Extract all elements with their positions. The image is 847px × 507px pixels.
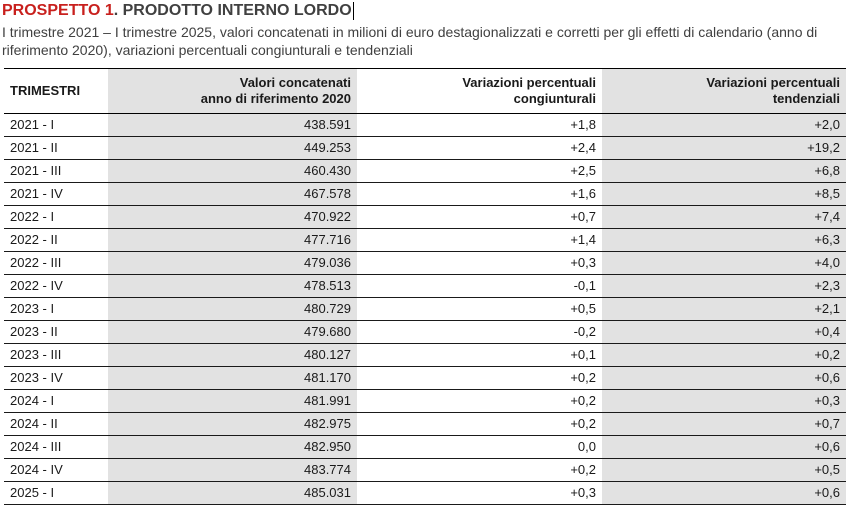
cell-period: 2022 - II bbox=[4, 229, 108, 252]
table-row bbox=[4, 459, 846, 482]
table-row bbox=[4, 413, 846, 436]
text-cursor bbox=[353, 2, 354, 20]
cell-value: 467.578 bbox=[108, 183, 357, 206]
cell-yoy: +7,4 bbox=[602, 206, 846, 229]
table-row bbox=[4, 321, 846, 344]
header-tendenziali bbox=[602, 69, 846, 114]
cell-value: 481.170 bbox=[108, 367, 357, 390]
cell-qoq: -0,1 bbox=[357, 275, 602, 298]
header-trimestri-label: TRIMESTRI bbox=[10, 83, 81, 98]
cell-qoq: +0,5 bbox=[357, 298, 602, 321]
cell-period: 2023 - II bbox=[4, 321, 108, 344]
cell-period: 2023 - III bbox=[4, 344, 108, 367]
cell-period: 2022 - III bbox=[4, 252, 108, 275]
cell-qoq: +0,3 bbox=[357, 252, 602, 275]
cell-yoy: +0,7 bbox=[602, 413, 846, 436]
cell-qoq: +1,4 bbox=[357, 229, 602, 252]
table-row bbox=[4, 137, 846, 160]
table-row bbox=[4, 344, 846, 367]
title-main: . PRODOTTO INTERNO LORDO bbox=[113, 2, 352, 19]
cell-qoq: +2,5 bbox=[357, 160, 602, 183]
cell-period: 2021 - IV bbox=[4, 183, 108, 206]
cell-qoq: +0,2 bbox=[357, 413, 602, 436]
header-congiunturali bbox=[357, 69, 602, 114]
cell-qoq: +0,3 bbox=[357, 482, 602, 505]
table-row bbox=[4, 160, 846, 183]
cell-yoy: +19,2 bbox=[602, 137, 846, 160]
cell-yoy: +6,3 bbox=[602, 229, 846, 252]
cell-value: 479.036 bbox=[108, 252, 357, 275]
cell-value: 478.513 bbox=[108, 275, 357, 298]
cell-yoy: +2,3 bbox=[602, 275, 846, 298]
title-prefix: PROSPETTO 1 bbox=[2, 2, 114, 19]
table-row bbox=[4, 114, 846, 137]
cell-yoy: +2,0 bbox=[602, 114, 846, 137]
cell-value: 438.591 bbox=[108, 114, 357, 137]
cell-yoy: +8,5 bbox=[602, 183, 846, 206]
cell-qoq: -0,2 bbox=[357, 321, 602, 344]
table-row bbox=[4, 436, 846, 459]
table-row bbox=[4, 298, 846, 321]
cell-yoy: +0,2 bbox=[602, 344, 846, 367]
cell-yoy: +4,0 bbox=[602, 252, 846, 275]
cell-period: 2023 - I bbox=[4, 298, 108, 321]
cell-yoy: +0,6 bbox=[602, 367, 846, 390]
cell-period: 2021 - II bbox=[4, 137, 108, 160]
cell-qoq: +0,2 bbox=[357, 459, 602, 482]
cell-yoy: +0,6 bbox=[602, 482, 846, 505]
header-congiunturali-line2: congiunturali bbox=[513, 91, 596, 106]
document-title bbox=[2, 1, 354, 21]
cell-qoq: +0,2 bbox=[357, 390, 602, 413]
header-valori bbox=[108, 69, 357, 114]
cell-value: 479.680 bbox=[108, 321, 357, 344]
table-row bbox=[4, 367, 846, 390]
cell-value: 477.716 bbox=[108, 229, 357, 252]
table-row bbox=[4, 206, 846, 229]
cell-qoq: 0,0 bbox=[357, 436, 602, 459]
cell-yoy: +6,8 bbox=[602, 160, 846, 183]
cell-qoq: +2,4 bbox=[357, 137, 602, 160]
cell-period: 2025 - I bbox=[4, 482, 108, 505]
cell-qoq: +0,1 bbox=[357, 344, 602, 367]
table-row bbox=[4, 252, 846, 275]
cell-value: 480.127 bbox=[108, 344, 357, 367]
cell-period: 2024 - IV bbox=[4, 459, 108, 482]
header-congiunturali-line1: Variazioni percentuali bbox=[462, 75, 596, 90]
header-tendenziali-line2: tendenziali bbox=[772, 91, 840, 106]
cell-value: 480.729 bbox=[108, 298, 357, 321]
table-row bbox=[4, 183, 846, 206]
cell-value: 485.031 bbox=[108, 482, 357, 505]
cell-value: 482.950 bbox=[108, 436, 357, 459]
cell-qoq: +0,2 bbox=[357, 367, 602, 390]
cell-period: 2021 - I bbox=[4, 114, 108, 137]
gdp-table bbox=[4, 68, 846, 505]
cell-value: 460.430 bbox=[108, 160, 357, 183]
table-row bbox=[4, 482, 846, 505]
cell-yoy: +0,4 bbox=[602, 321, 846, 344]
cell-yoy: +0,5 bbox=[602, 459, 846, 482]
table-row bbox=[4, 275, 846, 298]
cell-period: 2024 - II bbox=[4, 413, 108, 436]
cell-period: 2021 - III bbox=[4, 160, 108, 183]
header-valori-line1: Valori concatenati bbox=[239, 75, 351, 90]
header-tendenziali-line1: Variazioni percentuali bbox=[706, 75, 840, 90]
cell-value: 449.253 bbox=[108, 137, 357, 160]
document-subtitle: I trimestre 2021 – I trimestre 2025, valori concatenati in milioni di euro destagionalizzati e corretti per gli effetti di calendario (anno di riferimento 2020), variazioni percentuali congiunturali e tendenziali bbox=[2, 24, 818, 58]
table-row bbox=[4, 229, 846, 252]
cell-value: 482.975 bbox=[108, 413, 357, 436]
cell-value: 470.922 bbox=[108, 206, 357, 229]
table-header-row bbox=[4, 69, 846, 114]
cell-period: 2023 - IV bbox=[4, 367, 108, 390]
cell-value: 481.991 bbox=[108, 390, 357, 413]
cell-qoq: +0,7 bbox=[357, 206, 602, 229]
cell-value: 483.774 bbox=[108, 459, 357, 482]
cell-period: 2022 - I bbox=[4, 206, 108, 229]
cell-yoy: +0,6 bbox=[602, 436, 846, 459]
cell-qoq: +1,6 bbox=[357, 183, 602, 206]
header-trimestri bbox=[4, 69, 108, 114]
cell-yoy: +2,1 bbox=[602, 298, 846, 321]
cell-period: 2024 - I bbox=[4, 390, 108, 413]
cell-period: 2022 - IV bbox=[4, 275, 108, 298]
cell-yoy: +0,3 bbox=[602, 390, 846, 413]
table-row bbox=[4, 390, 846, 413]
cell-period: 2024 - III bbox=[4, 436, 108, 459]
cell-qoq: +1,8 bbox=[357, 114, 602, 137]
header-valori-line2: anno di riferimento 2020 bbox=[200, 91, 351, 106]
table-body bbox=[4, 114, 846, 505]
